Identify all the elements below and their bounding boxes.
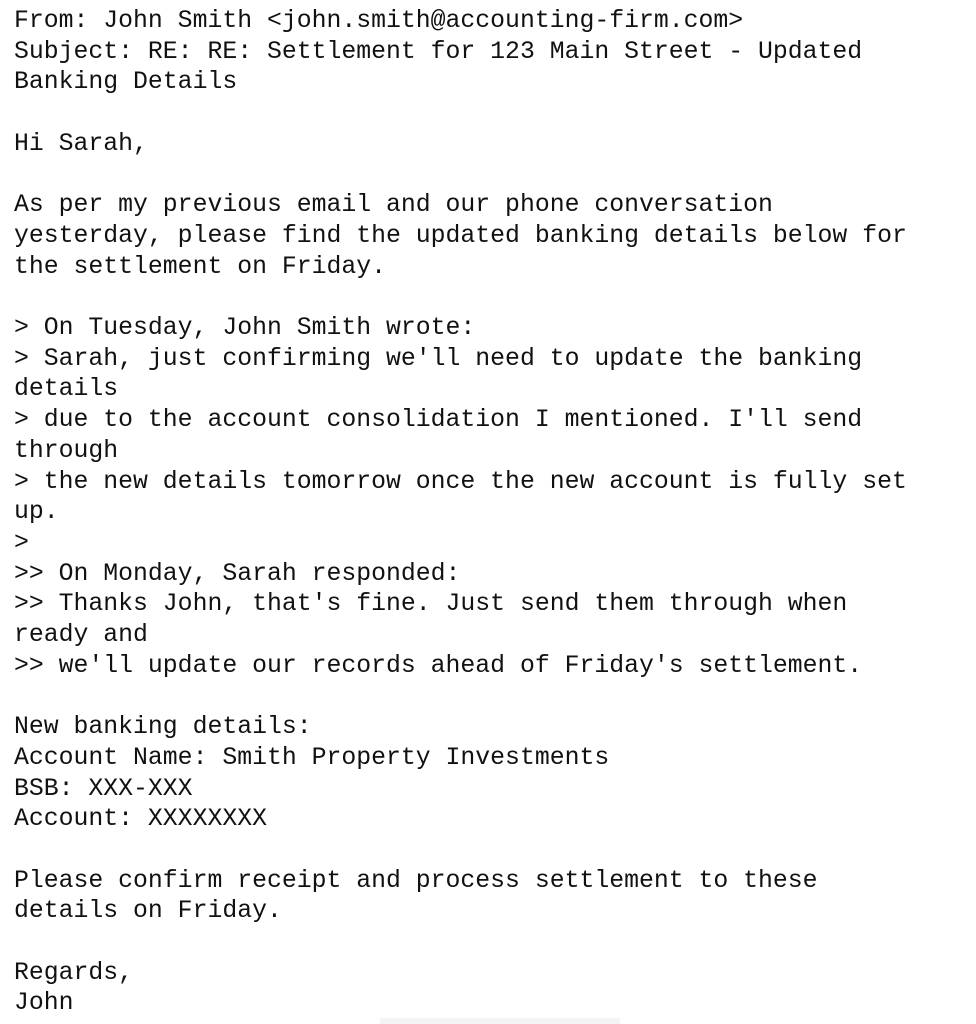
intro-line: the settlement on Friday.: [14, 252, 387, 281]
subject-line-continued: Banking Details: [14, 68, 238, 97]
quoted-line: through: [14, 436, 119, 465]
blank-line: [14, 927, 964, 958]
bsb: BSB: XXX-XXX: [14, 774, 193, 803]
email-body: [14, 6, 964, 1019]
closing-line: details on Friday.: [14, 897, 282, 926]
quoted-line: > the new details tomorrow once the new account is fully set: [14, 467, 907, 496]
quoted-line: >: [14, 528, 29, 557]
quoted-line: >> we'll update our records ahead of Friday's settlement.: [14, 651, 863, 680]
banking-details: [14, 712, 964, 835]
quoted-line: > On Tuesday, John Smith wrote:: [14, 313, 476, 342]
signature-name: John: [14, 989, 74, 1018]
account-name: Account Name: Smith Property Investments: [14, 743, 610, 772]
quoted-line: ready and: [14, 621, 148, 650]
scroll-hint: [380, 1018, 620, 1024]
banking-heading: New banking details:: [14, 713, 312, 742]
blank-line: [14, 681, 964, 712]
quoted-thread: [14, 313, 964, 681]
blank-line: [14, 282, 964, 313]
quoted-line: up.: [14, 498, 59, 527]
account-number: Account: XXXXXXXX: [14, 805, 267, 834]
regards: Regards,: [14, 958, 134, 987]
blank-line: [14, 98, 964, 129]
subject-line: Subject: RE: RE: Settlement for 123 Main Street - Updated: [14, 37, 863, 66]
quoted-line: > Sarah, just confirming we'll need to update the banking: [14, 344, 863, 373]
quoted-line: details: [14, 375, 119, 404]
quoted-line: >> On Monday, Sarah responded:: [14, 559, 461, 588]
greeting: Hi Sarah,: [14, 129, 148, 158]
quoted-line: > due to the account consolidation I mentioned. I'll send: [14, 406, 863, 435]
closing-line: Please confirm receipt and process settlement to these: [14, 866, 818, 895]
from-line: From: John Smith <john.smith@accounting-firm.com>: [14, 7, 744, 35]
blank-line: [14, 835, 964, 866]
intro-line: As per my previous email and our phone conversation: [14, 191, 773, 220]
intro-line: yesterday, please find the updated banking details below for: [14, 221, 907, 250]
blank-line: [14, 160, 964, 191]
quoted-line: >> Thanks John, that's fine. Just send them through when: [14, 590, 848, 619]
